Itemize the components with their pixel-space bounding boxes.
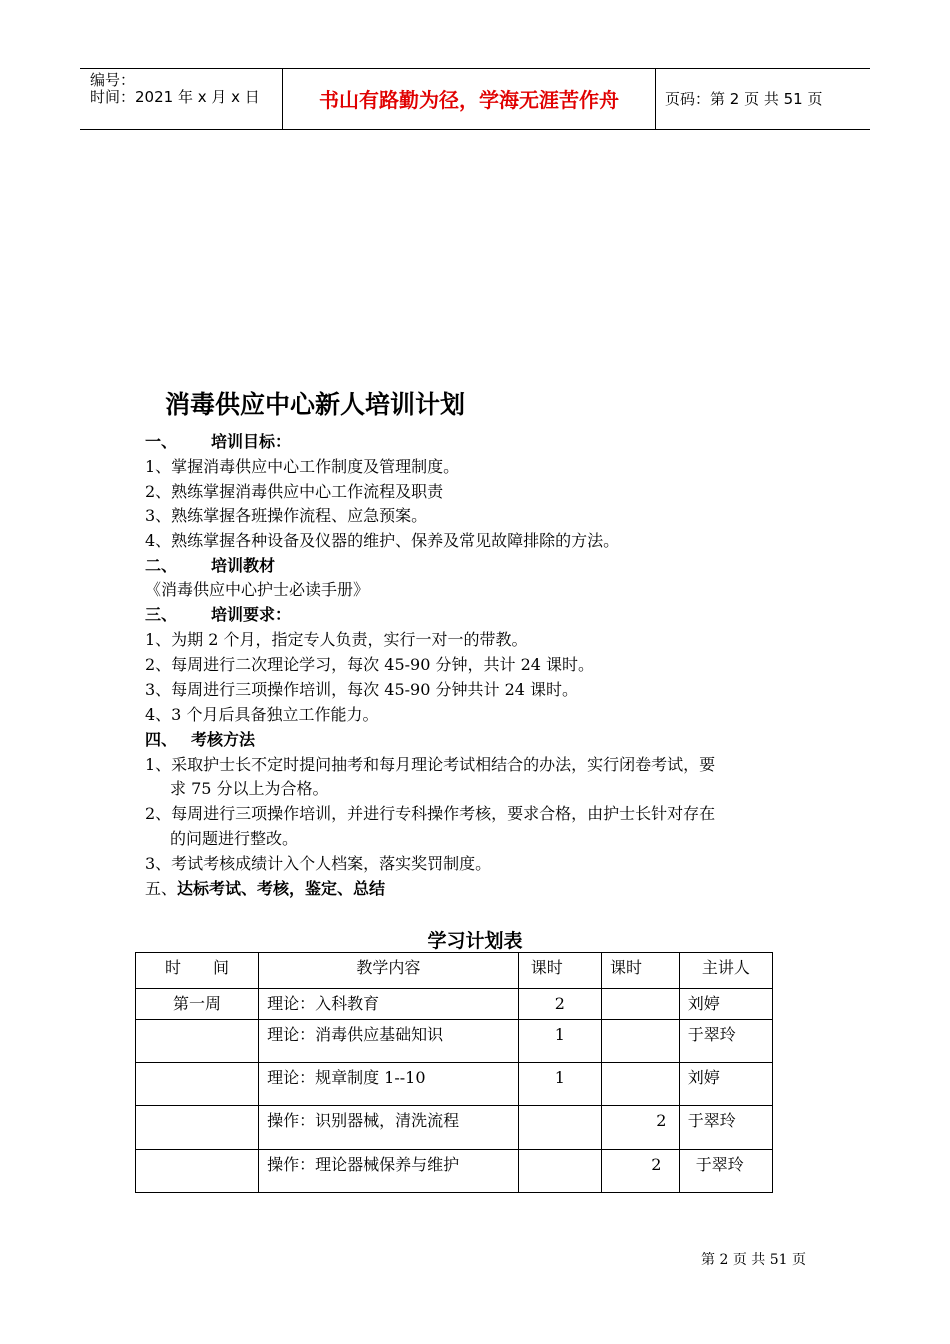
cell-lecturer: 于翠玲	[679, 1106, 772, 1150]
section-number: 二、	[145, 556, 178, 575]
list-item: 1、为期 2 个月，指定专人负责，实行一对一的带教。	[145, 630, 528, 649]
section-heading-4	[145, 728, 255, 752]
cell-content: 操作：理论器械保养与维护	[259, 1150, 519, 1193]
page-header	[80, 68, 870, 130]
cell-hours	[518, 1106, 601, 1150]
header-motto-cell	[282, 69, 656, 129]
section-number: 四、	[145, 730, 178, 749]
cell-content: 理论：消毒供应基础知识	[259, 1020, 519, 1063]
section-heading-2	[145, 554, 275, 578]
cell-hours	[518, 1150, 601, 1193]
list-item-continued: 求 75 分以上为合格。	[170, 779, 329, 798]
document-title: 消毒供应中心新人培训计划	[165, 390, 466, 419]
list-item: 2、每周进行三项操作培训，并进行专科操作考核，要求合格，由护士长针对存在	[145, 804, 716, 823]
cell-content: 操作：识别器械，清洗流程	[259, 1106, 519, 1150]
section-title: 达标考试、考核，鉴定、总结	[177, 879, 386, 898]
table-row	[136, 1020, 773, 1063]
list-item: 3、每周进行三项操作培训，每次 45-90 分钟共计 24 课时。	[145, 680, 579, 699]
cell-hours: 1	[518, 1063, 601, 1106]
cell-time	[136, 1150, 259, 1193]
column-header-lecturer: 主讲人	[679, 953, 772, 989]
section-heading-5	[145, 877, 385, 901]
section-heading-1	[145, 430, 291, 454]
document-time-label: 时间：2021 年 x 月 x 日	[90, 88, 260, 106]
cell-lecturer: 于翠玲	[679, 1150, 772, 1193]
cell-hours: 2	[518, 989, 601, 1020]
section-title: 培训教材	[211, 556, 276, 575]
cell-content: 理论：规章制度 1--10	[259, 1063, 519, 1106]
section-title: 考核方法	[191, 730, 256, 749]
study-plan-table	[135, 952, 773, 1193]
table-title: 学习计划表	[427, 930, 523, 952]
cell-content: 理论：入科教育	[259, 989, 519, 1020]
table-header-row	[136, 953, 773, 989]
table-row	[136, 1150, 773, 1193]
list-item: 1、采取护士长不定时提问抽考和每月理论考试相结合的办法，实行闭卷考试，要	[145, 755, 716, 774]
section-title: 培训要求：	[211, 605, 292, 624]
page-footer: 第 2 页 共 51 页	[701, 1252, 806, 1268]
list-item: 3、考试考核成绩计入个人档案，落实奖罚制度。	[145, 854, 492, 873]
table-row	[136, 989, 773, 1020]
header-meta	[80, 69, 282, 129]
header-motto: 书山有路勤为径，学海无涯苦作舟	[319, 88, 619, 112]
list-item: 4、熟练掌握各种设备及仪器的维护、保养及常见故障排除的方法。	[145, 531, 620, 550]
table-row	[136, 1106, 773, 1150]
list-item: 《消毒供应中心护士必读手册》	[145, 580, 370, 599]
cell-lecturer: 于翠玲	[679, 1020, 772, 1063]
list-item-continued: 的问题进行整改。	[170, 829, 299, 848]
list-item: 2、每周进行二次理论学习，每次 45-90 分钟，共计 24 课时。	[145, 655, 595, 674]
column-header-content: 教学内容	[259, 953, 519, 989]
list-item: 3、熟练掌握各班操作流程、应急预案。	[145, 506, 428, 525]
section-number: 一、	[145, 432, 178, 451]
cell-hours: 2	[601, 1150, 679, 1193]
cell-hours	[601, 989, 679, 1020]
list-item: 2、熟练掌握消毒供应中心工作流程及职责	[145, 482, 444, 501]
cell-lecturer: 刘婷	[679, 989, 772, 1020]
list-item: 4、3 个月后具备独立工作能力。	[145, 705, 379, 724]
table-row	[136, 1063, 773, 1106]
column-header-hours: 课时	[601, 953, 679, 989]
list-item: 1、掌握消毒供应中心工作制度及管理制度。	[145, 457, 460, 476]
column-header-time: 时 间	[136, 953, 259, 989]
column-header-hours: 课时	[518, 953, 601, 989]
cell-time	[136, 1020, 259, 1063]
cell-hours: 1	[518, 1020, 601, 1063]
cell-hours	[601, 1020, 679, 1063]
section-number: 五、	[145, 879, 178, 898]
cell-lecturer: 刘婷	[679, 1063, 772, 1106]
cell-time	[136, 1106, 259, 1150]
cell-time: 第一周	[136, 989, 259, 1020]
section-heading-3	[145, 603, 291, 627]
section-title: 培训目标：	[211, 432, 292, 451]
document-number-label: 编号：	[90, 71, 136, 89]
section-number: 三、	[145, 605, 178, 624]
header-page-cell	[655, 69, 870, 129]
header-page-info: 页码：第 2 页 共 51 页	[665, 90, 823, 108]
cell-hours	[601, 1063, 679, 1106]
cell-time	[136, 1063, 259, 1106]
cell-hours: 2	[601, 1106, 679, 1150]
